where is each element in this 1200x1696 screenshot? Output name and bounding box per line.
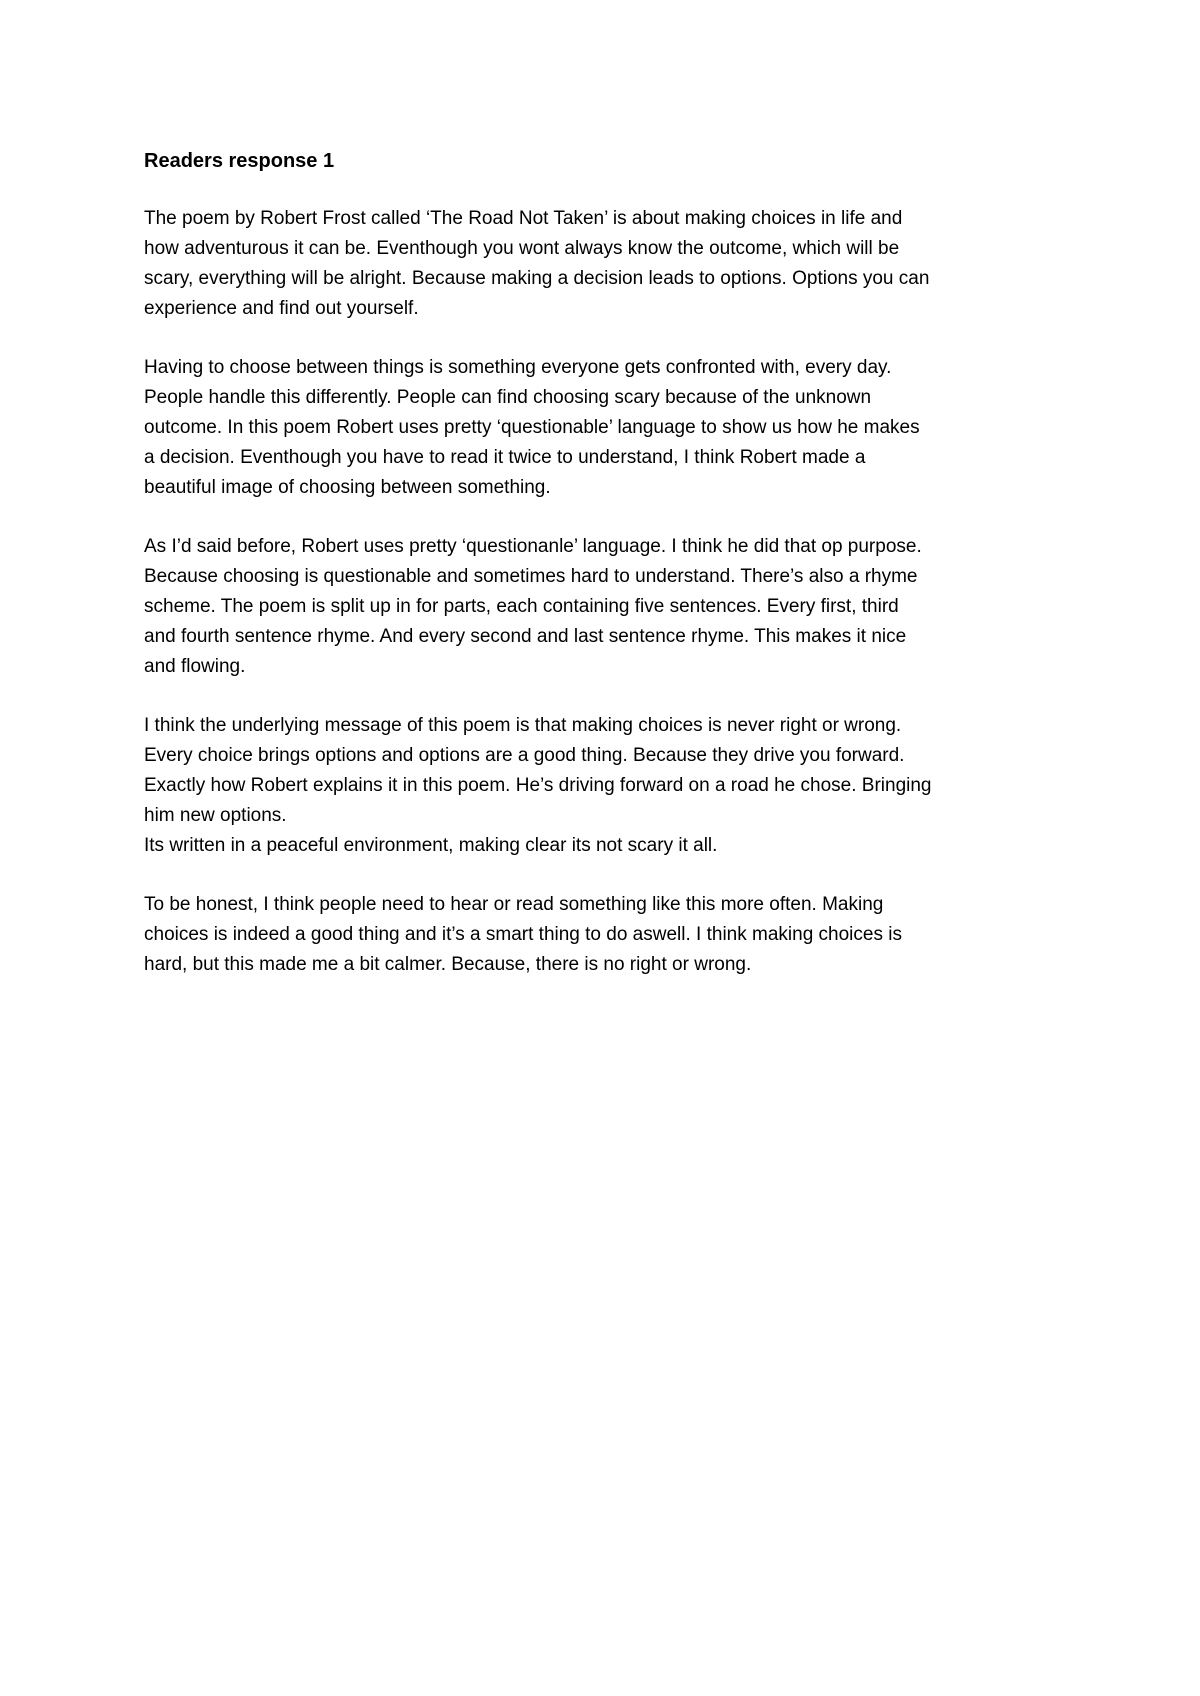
paragraph-1: [144, 204, 1064, 324]
paragraph-line: experience and find out yourself.: [144, 298, 419, 319]
paragraph-line: a decision. Eventhough you have to read it twice to understand, I think Robert made a: [144, 447, 866, 468]
document-title: Readers response 1: [144, 150, 335, 172]
paragraph-line: hard, but this made me a bit calmer. Because, there is no right or wrong.: [144, 954, 752, 975]
paragraph-line: choices is indeed a good thing and it’s a smart thing to do aswell. I think making choices is: [144, 924, 902, 945]
paragraph-line: Having to choose between things is something everyone gets confronted with, every day.: [144, 357, 892, 378]
paragraph-4: [144, 711, 1064, 861]
paragraph-line: beautiful image of choosing between something.: [144, 477, 551, 498]
paragraph-line: Every choice brings options and options are a good thing. Because they drive you forward.: [144, 745, 905, 766]
paragraph-line: scheme. The poem is split up in for parts, each containing five sentences. Every first, third: [144, 596, 899, 617]
paragraph-line: outcome. In this poem Robert uses pretty ‘questionable’ language to show us how he makes: [144, 417, 920, 438]
paragraph-line: To be honest, I think people need to hear or read something like this more often. Making: [144, 894, 884, 915]
paragraph-line: People handle this differently. People can find choosing scary because of the unknown: [144, 387, 872, 408]
document-body: [144, 146, 1064, 1009]
paragraph-5: [144, 890, 1064, 980]
paragraph-line: As I’d said before, Robert uses pretty ‘questionanle’ language. I think he did that op purpose.: [144, 536, 922, 557]
paragraph-line: him new options.: [144, 805, 287, 826]
paragraph-line: how adventurous it can be. Eventhough you wont always know the outcome, which will be: [144, 238, 900, 259]
paragraph-line: Its written in a peaceful environment, making clear its not scary it all.: [144, 835, 718, 856]
paragraph-line: The poem by Robert Frost called ‘The Road Not Taken’ is about making choices in life and: [144, 208, 903, 229]
paragraph-line: I think the underlying message of this poem is that making choices is never right or wrong.: [144, 715, 902, 736]
paragraph-2: [144, 353, 1064, 503]
paragraph-line: scary, everything will be alright. Because making a decision leads to options. Options you can: [144, 268, 930, 289]
paragraph-line: and flowing.: [144, 656, 246, 677]
paragraph-3: [144, 532, 1064, 682]
paragraph-line: and fourth sentence rhyme. And every second and last sentence rhyme. This makes it nice: [144, 626, 907, 647]
paragraph-line: Because choosing is questionable and sometimes hard to understand. There’s also a rhyme: [144, 566, 918, 587]
paragraph-line: Exactly how Robert explains it in this poem. He’s driving forward on a road he chose. Bringing: [144, 775, 932, 796]
